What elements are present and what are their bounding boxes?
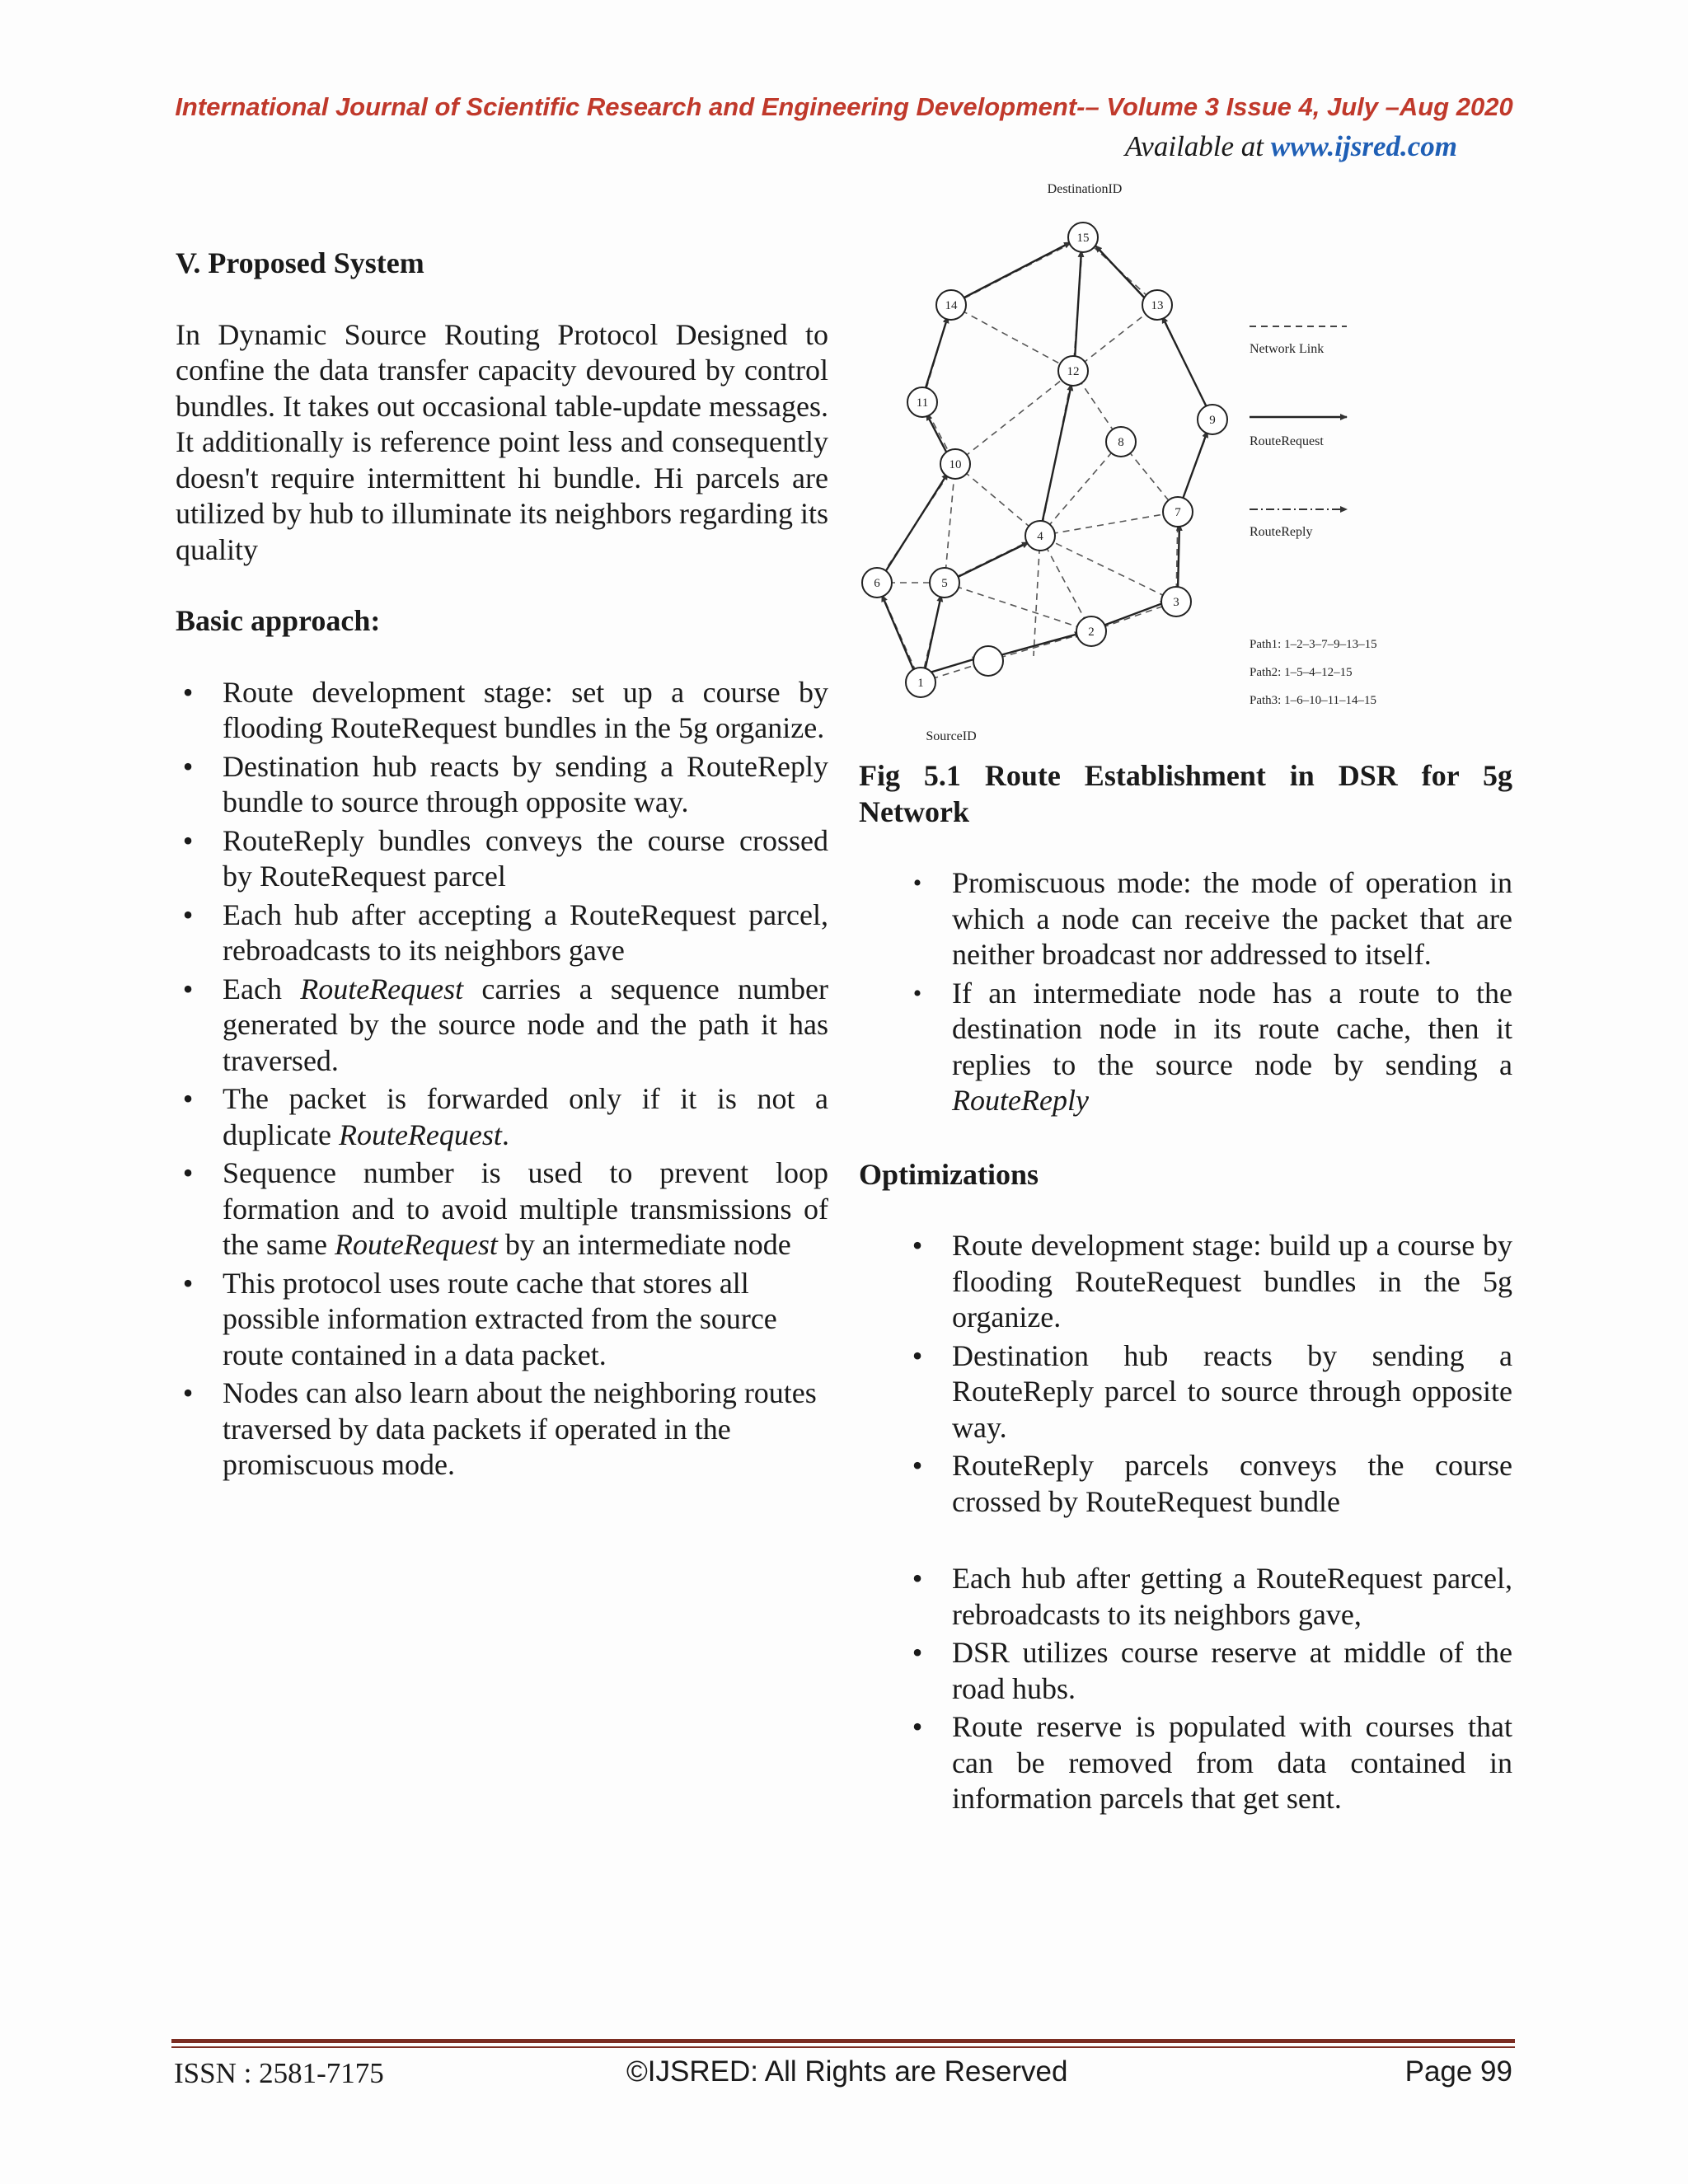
list-item: • RouteReply bundles conveys the course crossed by RouteRequest parcel (176, 823, 828, 895)
node-11-label: 11 (916, 396, 929, 410)
section-title: V. Proposed System (176, 246, 424, 279)
list-item: • This protocol uses route cache that stores all possible information extracted from the source route contained in a data packet. (176, 1266, 828, 1374)
node-6-label: 6 (874, 577, 880, 590)
left-column (176, 246, 828, 1486)
list-item: • Each hub after getting a RouteRequest parcel, rebroadcasts to its neighbors gave, (859, 1561, 1512, 1633)
bullet-icon: • (912, 869, 922, 897)
footer-divider-thin (171, 2046, 1515, 2048)
node-5-label: 5 (941, 577, 948, 590)
node-14-label: 14 (945, 299, 958, 312)
bullet-icon: • (182, 675, 194, 709)
node-13-label: 13 (1151, 299, 1164, 312)
list-item: • The packet is forwarded only if it is not a duplicate RouteRequest. (176, 1081, 828, 1153)
list-item: • Sequence number is used to prevent loop formation and to avoid multiple transmissions of the same RouteRequest by an intermediate node (176, 1155, 828, 1263)
legend-route-reply: RouteReply (1250, 525, 1313, 539)
list-item: • Each hub after accepting a RouteRequest parcel, rebroadcasts to its neighbors gave (176, 898, 828, 969)
bullet-icon: • (182, 1376, 194, 1409)
promiscuous-list (859, 865, 1512, 1119)
right-column (859, 865, 1512, 1820)
dsr-network-figure (860, 180, 1404, 744)
legend (1250, 326, 1377, 707)
footer-divider (171, 2039, 1515, 2043)
available-prefix: Available at (1124, 130, 1271, 162)
list-item: • Promiscuous mode: the mode of operation in which a node can receive the packet that are neither broadcast nor addressed to itself. (859, 865, 1512, 973)
node-3-label: 3 (1173, 596, 1179, 609)
footer-page-number: Page 99 (1404, 2055, 1512, 2088)
destination-id-label: DestinationID (1047, 182, 1123, 196)
node-10-label: 10 (949, 458, 962, 471)
list-item: • Nodes can also learn about the neighboring routes traversed by data packets if operated in the promiscuous mode. (176, 1376, 828, 1483)
list-item: • RouteReply parcels conveys the course crossed by RouteRequest bundle (859, 1448, 1512, 1520)
node-1-label: 1 (917, 677, 924, 690)
list-item: • Route development stage: set up a course by flooding RouteRequest bundles in the 5g organize. (176, 675, 828, 747)
list-item: • Destination hub reacts by sending a RouteReply parcel to source through opposite way. (859, 1338, 1512, 1446)
node-12-label: 12 (1067, 365, 1080, 378)
list-item: • Each RouteRequest carries a sequence number generated by the source node and the path it has traversed. (176, 972, 828, 1080)
bullet-icon: • (912, 1636, 923, 1669)
bullet-icon: • (182, 972, 194, 1005)
figure-caption: Fig 5.1 Route Establishment in DSR for 5g Network (859, 759, 1512, 828)
bullet-icon: • (912, 1229, 923, 1262)
optimizations-heading: Optimizations (859, 1157, 1039, 1191)
bullet-icon: • (182, 1156, 194, 1189)
journal-url-link[interactable]: www.ijsred.com (1270, 130, 1457, 162)
node-8-label: 8 (1118, 436, 1124, 449)
list-item: • Destination hub reacts by sending a RouteReply bundle to source through opposite way. (176, 749, 828, 821)
node-7-label: 7 (1175, 506, 1181, 519)
legend-route-request: RouteRequest (1250, 434, 1324, 448)
list-item: • Route reserve is populated with courses that can be removed from data contained in information parcels that get sent. (859, 1709, 1512, 1817)
node-2-label: 2 (1088, 626, 1095, 639)
bullet-icon: • (912, 1338, 923, 1372)
bullet-icon: • (182, 823, 194, 857)
path-2-label: Path2: 1–5–4–12–15 (1250, 666, 1353, 679)
legend-network-link: Network Link (1250, 342, 1325, 356)
bullet-icon: • (182, 1082, 194, 1115)
basic-approach-list (176, 675, 828, 1483)
journal-header: International Journal of Scientific Research and Engineering Development-– Volume 3 Issue 4, July –Aug 2020 (175, 92, 1513, 121)
list-item: • If an intermediate node has a route to the destination node in its route cache, then it replies to the source node by sending a RouteReply (859, 976, 1512, 1119)
list-item: • DSR utilizes course reserve at middle of the road hubs. (859, 1635, 1512, 1707)
node-circles (862, 223, 1227, 697)
intro-paragraph: In Dynamic Source Routing Protocol Designed to confine the data transfer capacity devoured by control bundles. It takes out occasional table-update messages. It additionally is reference point less and consequently doesn't require intermittent hi bundle. Hi parcels are utilized by hub to illuminate its neighbors regarding its quality (176, 317, 828, 566)
bullet-icon: • (912, 979, 922, 1007)
node-9-label: 9 (1209, 414, 1216, 427)
bullet-icon: • (182, 1266, 194, 1300)
footer-issn: ISSN : 2581-7175 (174, 2057, 384, 2089)
bullet-icon: • (912, 1710, 923, 1743)
source-id-label: SourceID (926, 729, 977, 743)
path-1-label: Path1: 1–2–3–7–9–13–15 (1250, 638, 1377, 651)
path-3-label: Path3: 1–6–10–11–14–15 (1250, 694, 1377, 707)
list-item: • Route development stage: build up a course by flooding RouteRequest bundles in the 5g organize. (859, 1228, 1512, 1336)
node-4-label: 4 (1037, 530, 1043, 543)
footer-copyright: ©IJSRED: All Rights are Reserved (626, 2055, 1068, 2088)
bullet-icon: • (182, 898, 194, 931)
bullet-icon: • (912, 1562, 923, 1595)
node-15-label: 15 (1076, 232, 1090, 245)
bullet-icon: • (912, 1449, 923, 1482)
optimizations-list (859, 1228, 1512, 1817)
bullet-icon: • (182, 749, 194, 783)
availability-line (1125, 130, 1457, 163)
basic-approach-heading: Basic approach: (176, 604, 381, 637)
